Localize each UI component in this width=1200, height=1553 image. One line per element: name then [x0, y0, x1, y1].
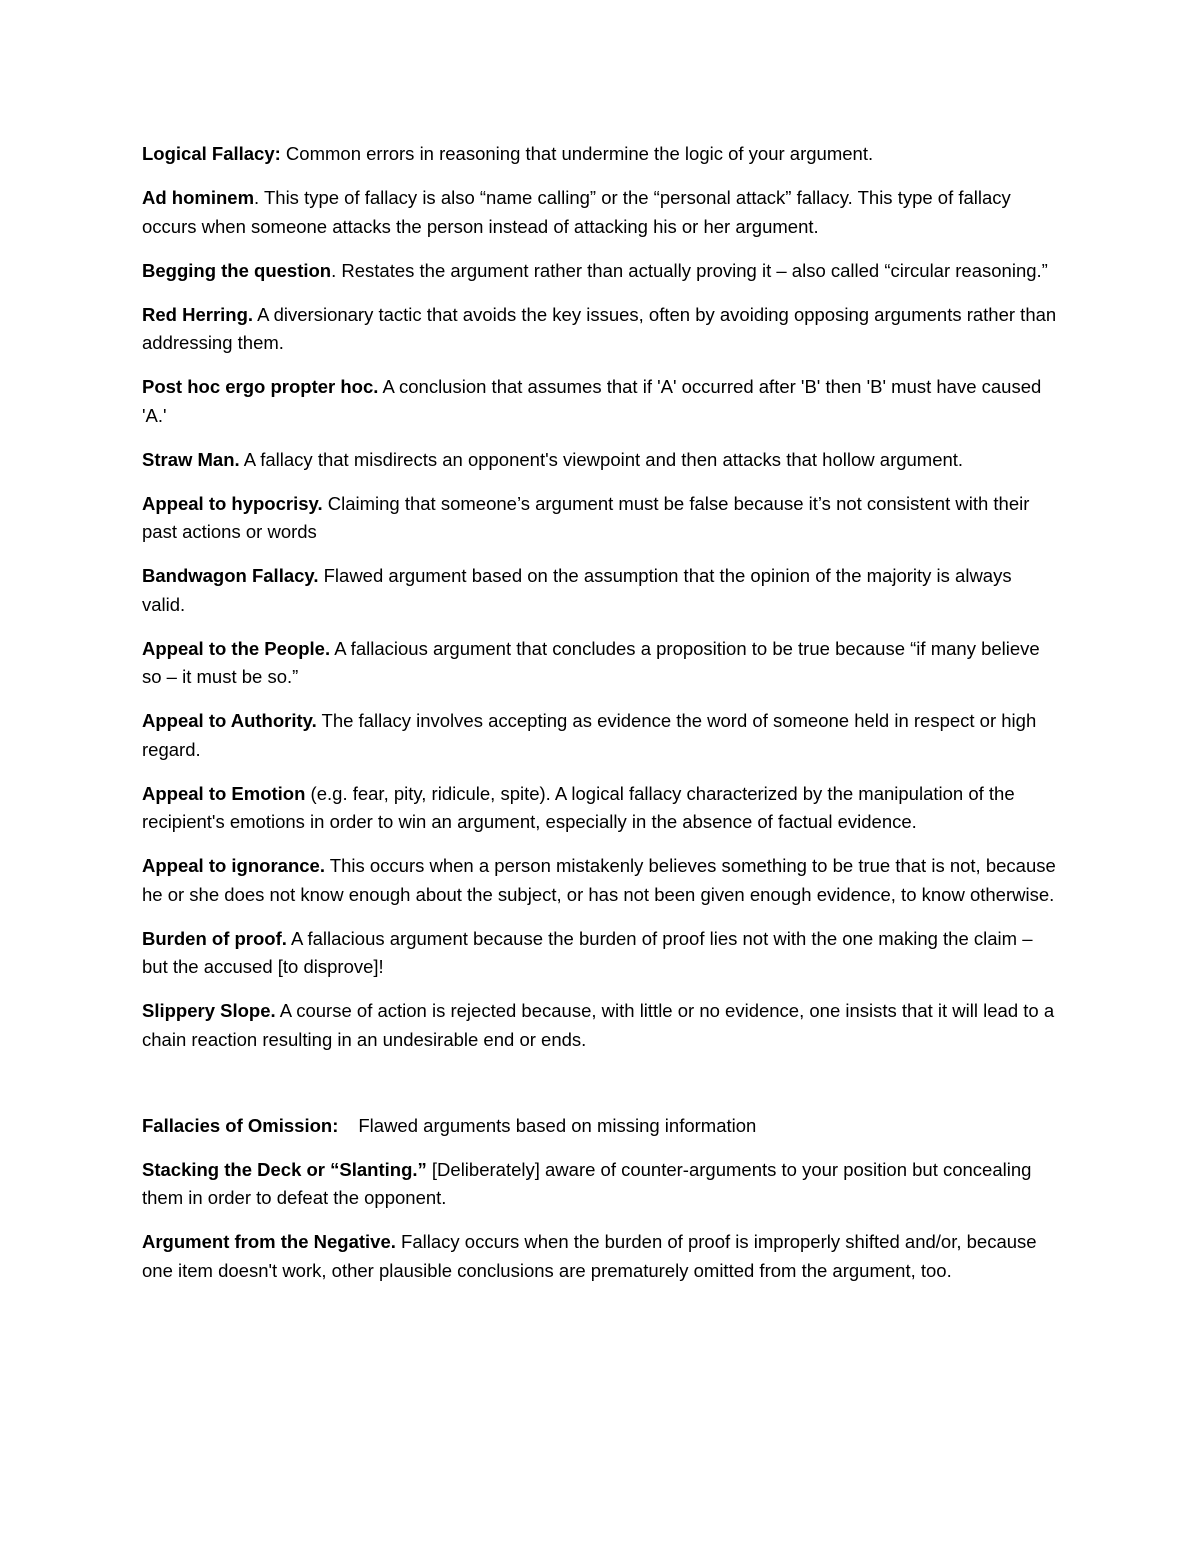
- term: Burden of proof.: [142, 927, 287, 949]
- fallacy-appeal-to-the-people: [142, 635, 1057, 692]
- definition: The fallacy involves accepting as evidence the word of someone held in respect or high regard.: [142, 710, 1037, 760]
- fallacy-red-herring: [142, 301, 1057, 358]
- omission-heading: [142, 1112, 1057, 1141]
- fallacy-ad-hominem: [142, 184, 1057, 241]
- term: Begging the question: [142, 259, 332, 281]
- fallacy-slippery-slope: [142, 997, 1057, 1054]
- term: Post hoc ergo propter hoc.: [142, 376, 379, 397]
- term: Appeal to hypocrisy.: [142, 492, 323, 514]
- fallacy-straw-man: [142, 446, 1057, 475]
- fallacy-argument-from-negative: [142, 1228, 1057, 1285]
- term: Red Herring.: [142, 303, 254, 325]
- definition: Common errors in reasoning that undermine the logic of your argument.: [280, 143, 874, 164]
- fallacy-appeal-to-ignorance: [142, 852, 1057, 909]
- fallacy-burden-of-proof: [142, 925, 1057, 982]
- definition: Fallacy occurs when the burden of proof is improperly shifted and/or, because one item doesn't work, other plausible conclusions are prematurely omitted from the argument, too.: [142, 1231, 1037, 1281]
- definition: A fallacious argument because the burden of proof lies not with the one making the claim – but the accused [to disprove]!: [142, 927, 1033, 977]
- term: Argument from the Negative.: [142, 1231, 396, 1252]
- term: Appeal to Authority.: [142, 710, 317, 731]
- definition: (e.g. fear, pity, ridicule, spite). A logical fallacy characterized by the manipulation of the recipient's emotions in order to win an argument, especially in the absence of factual evidence.: [142, 782, 1015, 832]
- definition: Flawed arguments based on missing information: [358, 1114, 757, 1136]
- term: Stacking the Deck or “Slanting.”: [142, 1158, 427, 1180]
- fallacy-post-hoc: [142, 373, 1057, 430]
- definition: . This type of fallacy is also “name calling” or the “personal attack” fallacy. This type of fallacy occurs when someone attacks the person instead of attacking his or her argument.: [142, 187, 1011, 237]
- term: Logical Fallacy:: [142, 143, 281, 164]
- definition: A conclusion that assumes that if 'A' occurred after 'B' then 'B' must have caused 'A.': [142, 376, 1042, 426]
- fallacy-appeal-to-emotion: [142, 780, 1057, 837]
- term: Appeal to Emotion: [142, 782, 306, 804]
- definition: A course of action is rejected because, with little or no evidence, one insists that it will lead to a chain reaction resulting in an undesirable end or ends.: [142, 1000, 1055, 1050]
- definition: A diversionary tactic that avoids the key issues, often by avoiding opposing arguments rather than addressing them.: [142, 303, 1057, 353]
- definition: This occurs when a person mistakenly believes something to be true that is not, because he or she does not know enough about the subject, or has not been given enough evidence, to know otherwise.: [142, 855, 1056, 905]
- term: Ad hominem: [142, 187, 255, 208]
- definition: [Deliberately] aware of counter-arguments to your position but concealing them in order to defeat the opponent.: [142, 1158, 1032, 1208]
- term: Bandwagon Fallacy.: [142, 565, 319, 586]
- term: Appeal to ignorance.: [142, 855, 325, 876]
- term: Appeal to the People.: [142, 637, 331, 659]
- definition: . Restates the argument rather than actually proving it – also called “circular reasoning.”: [331, 259, 1048, 281]
- definition: A fallacy that misdirects an opponent's viewpoint and then attacks that hollow argument.: [239, 448, 964, 470]
- term: Straw Man.: [142, 448, 240, 470]
- document-body: [142, 140, 1057, 1301]
- definition: A fallacious argument that concludes a proposition to be true because “if many believe so – it must be so.”: [142, 637, 1040, 687]
- section-spacer: [142, 1070, 1057, 1112]
- term: Fallacies of Omission:: [142, 1114, 339, 1136]
- fallacy-appeal-to-hypocrisy: [142, 490, 1057, 547]
- term: Slippery Slope.: [142, 1000, 276, 1021]
- definition: Claiming that someone’s argument must be false because it’s not consistent with their past actions or words: [142, 492, 1030, 542]
- fallacy-stacking-the-deck: [142, 1156, 1057, 1213]
- fallacy-appeal-to-authority: [142, 707, 1057, 764]
- definition: Flawed argument based on the assumption that the opinion of the majority is always valid.: [142, 565, 1012, 615]
- fallacy-bandwagon: [142, 562, 1057, 619]
- intro-definition: [142, 140, 1057, 169]
- fallacy-begging-the-question: [142, 257, 1057, 286]
